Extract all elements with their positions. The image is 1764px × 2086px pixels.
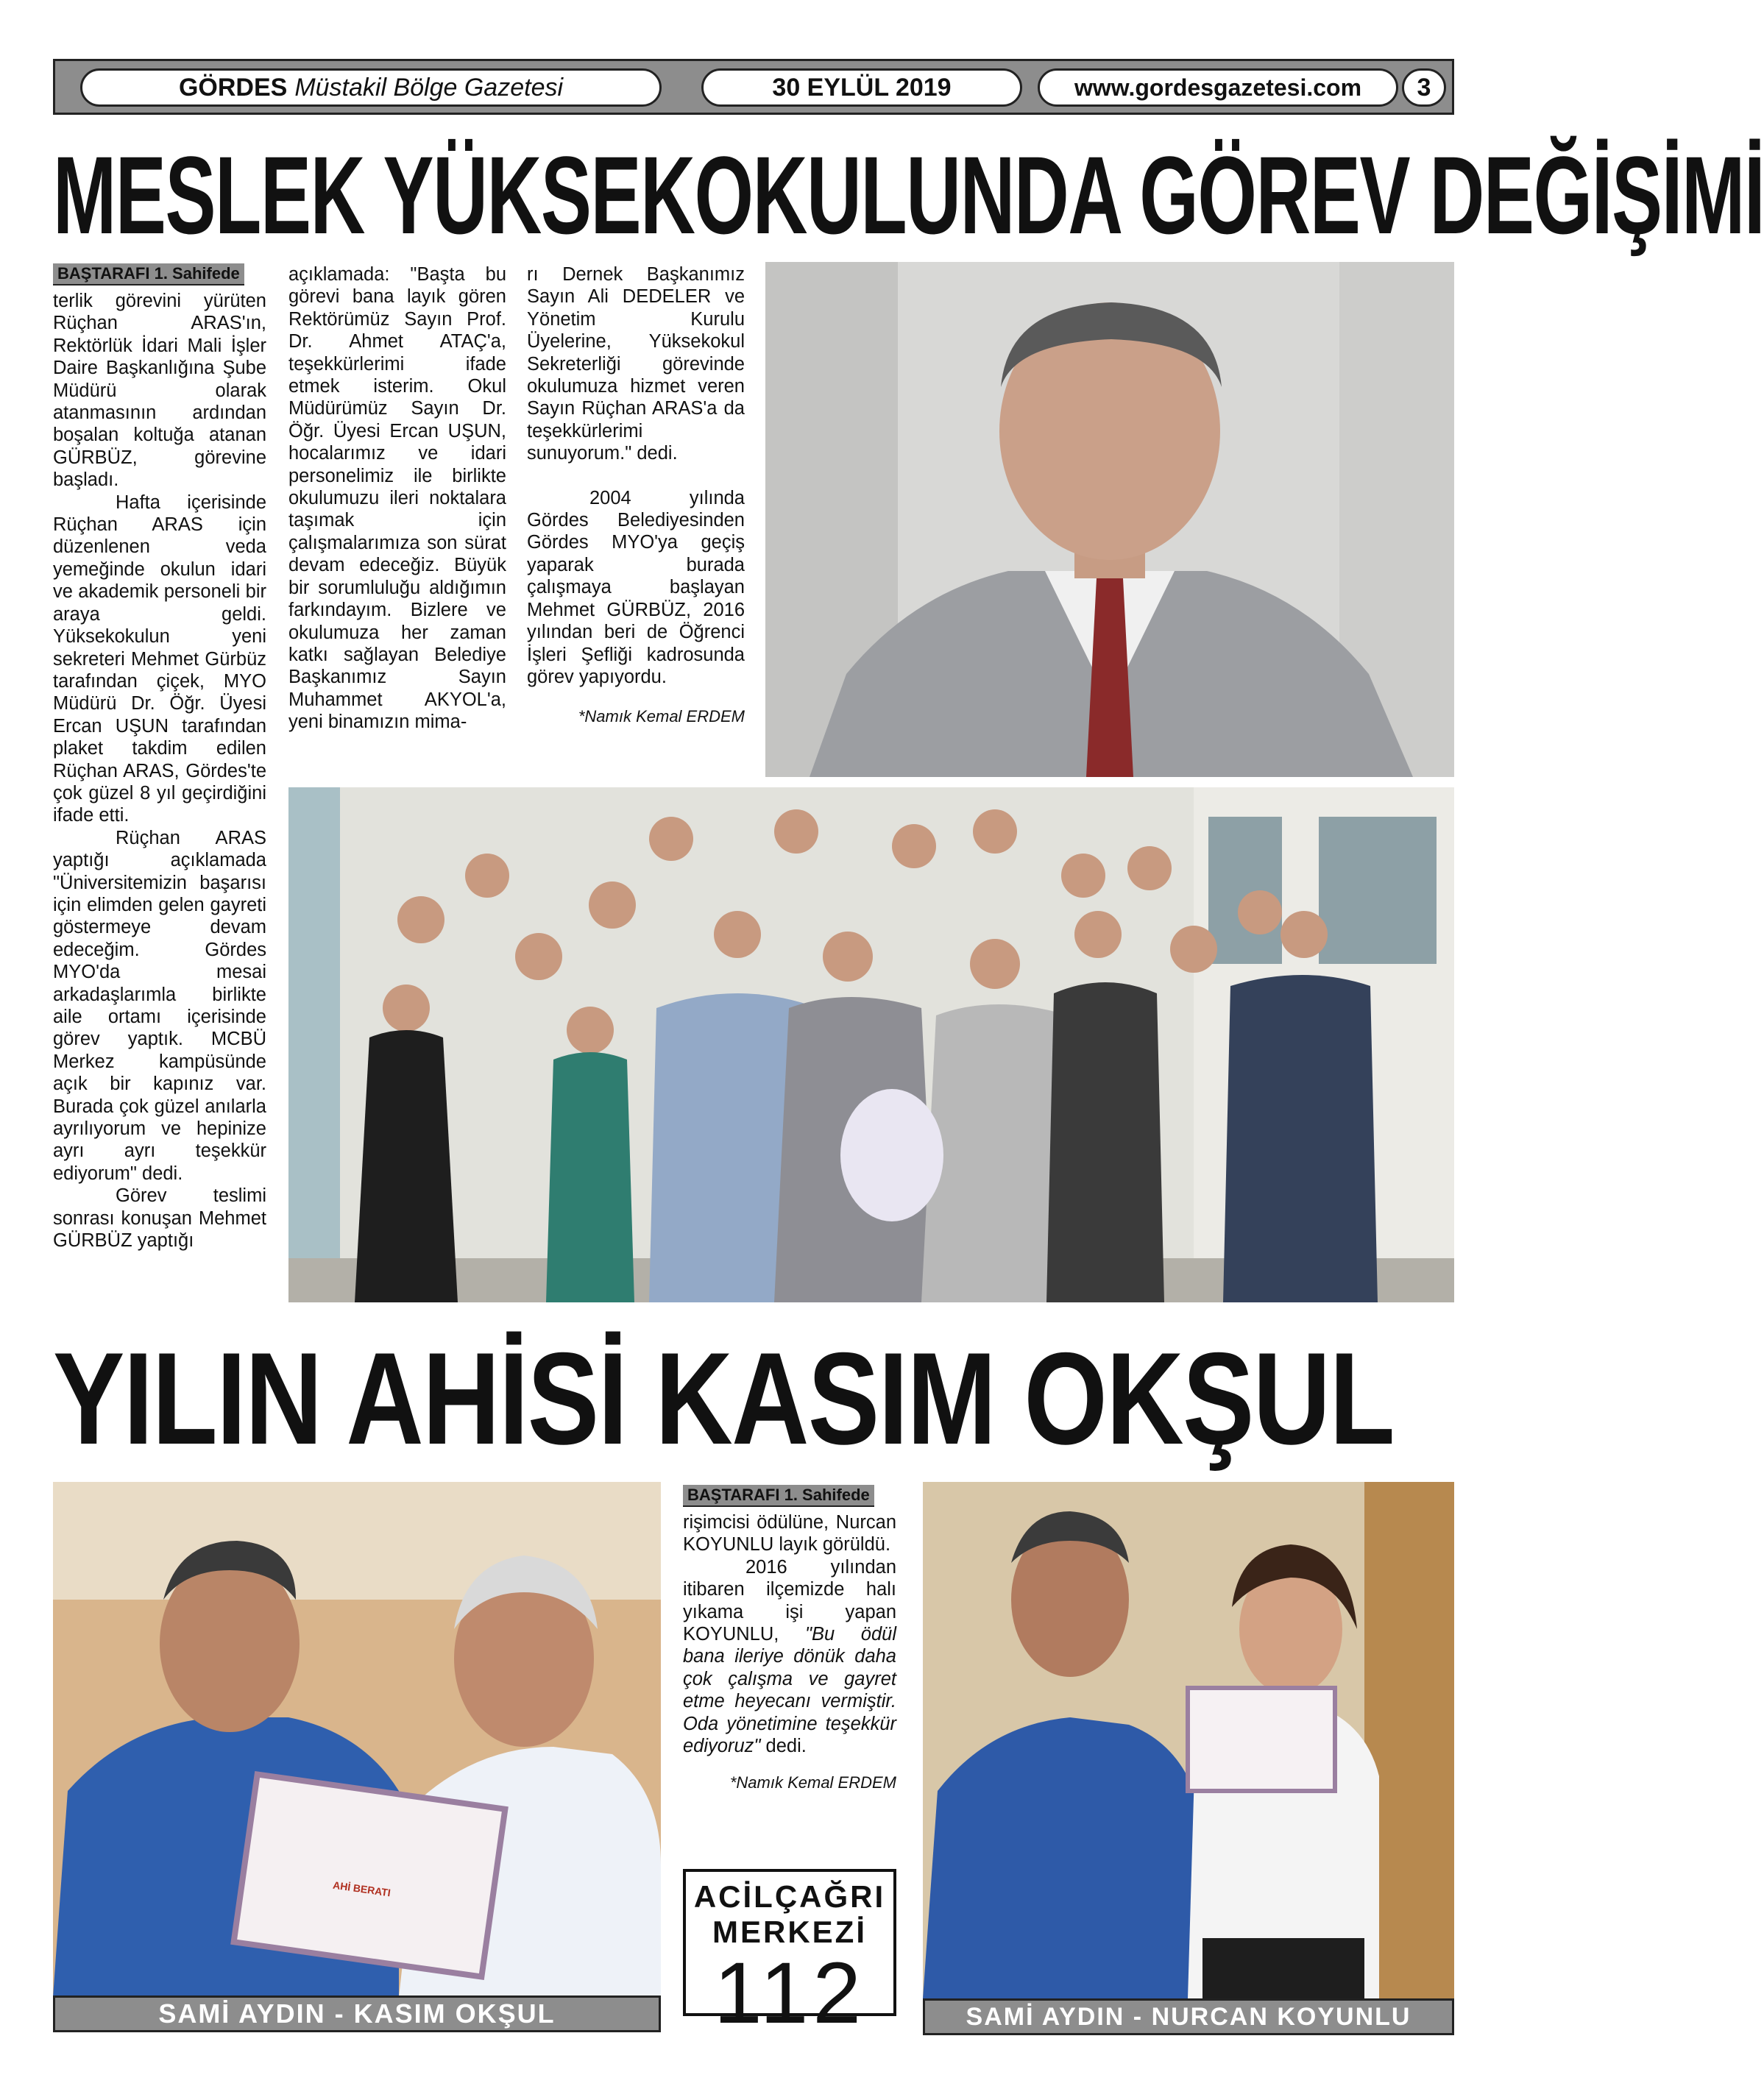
- emergency-line2: MERKEZİ: [712, 1915, 867, 1949]
- emergency-line1: ACİLÇAĞRI: [693, 1879, 886, 1914]
- article1-col3: [527, 263, 745, 728]
- article1-author: *Namık Kemal ERDEM: [578, 707, 745, 726]
- website: www.gordesgazetesi.com: [1038, 68, 1398, 107]
- caption-right: SAMİ AYDIN - NURCAN KOYUNLU: [923, 1998, 1454, 2035]
- emergency-call-box: [683, 1869, 896, 2042]
- article1-col3-p1: rı Dernek Başkanımız Sayın Ali DEDELER ve Yönetim Kurulu Üyelerine, Yüksekokul Sekreterliği görevinde okulumuza hizmet veren Sayın Rüçhan ARAS'a da teşekkürlerimi sunuyorum." dedi.: [527, 264, 745, 464]
- certificate-title: AHİ BERATI: [332, 1879, 392, 1899]
- article2-kicker: BAŞTARAFI 1. Sahifede: [683, 1485, 874, 1507]
- group-photo: [288, 787, 1454, 1302]
- award-photo-right-art: [923, 1482, 1454, 1998]
- paper-name-bold: GÖRDES: [178, 73, 288, 102]
- portrait-photo-art: [765, 262, 1454, 777]
- article1-col1-p1: terlik görevini yürüten Rüçhan ARAS'ın, Rektörlük İdari Mali İşler Daire Başkanlığına Şube Müdürü olarak atanmasının ardından boşalan koltuğa atanan GÜRBÜZ, görevine başladı.: [53, 291, 266, 491]
- portrait-photo: [765, 262, 1454, 777]
- article2-col: [683, 1483, 896, 1795]
- article2-quote: "Bu ödül bana ileriye dönük daha çok çalışma ve gayret etme heyecanı vermiştir. Oda yönetimine teşekkür ediyoruz": [683, 1624, 896, 1757]
- article2-headline: YILIN AHİSİ KASIM OKŞUL: [53, 1325, 1394, 1472]
- article1-col1-p3: Rüçhan ARAS yaptığı açıklamada "Üniversitemizin başarısı için elimden gelen gayreti göstermeye devam edeceğim. Gördes MYO'da mesai arkadaşlarımla birlikte aile ortamı içerisinde görev yaptık. MCBÜ Merkez kampüsünde açık bir kapınız var. Burada çok güzel anılarla ayrılıyorum ve hepinize ayrı ayrı teşekkür ediyorum" dedi.: [53, 827, 266, 1184]
- paper-name: [80, 68, 662, 107]
- paper-name-rest: Müstakil Bölge Gazetesi: [294, 73, 564, 102]
- article2-author: *Namık Kemal ERDEM: [729, 1773, 896, 1792]
- article1-col1-p2: Hafta içerisinde Rüçhan ARAS için düzenlenen veda yemeğinde okulun idari ve akademik personeli bir araya geldi. Yüksekokulun yeni sekreteri Mehmet Gürbüz tarafından çiçek, MYO Müdürü Dr. Öğr. Üyesi Ercan UŞUN tarafından plaket takdim edilen Rüçhan ARAS, Gördes'te çok güzel 8 yıl geçirdiğini ifade etti.: [53, 492, 266, 826]
- emergency-number: 112: [713, 1945, 866, 2042]
- article1-headline: MESLEK YÜKSEKOKULUNDA GÖREV DEĞİŞİMİ: [53, 133, 1764, 257]
- article2-p2-text: 2016 yılından itibaren ilçemizde halı yıkama işi yapan KOYUNLU,: [683, 1556, 896, 1645]
- article1-col3-p2: 2004 yılında Gördes Belediyesinden Gördes MYO'ya geçiş yaparak burada çalışmaya başlayan Mehmet GÜRBÜZ, 2016 yılından beri de Öğrenci İşleri Şefliği kadrosunda görev yapıyordu.: [527, 487, 745, 687]
- page-number: 3: [1402, 68, 1446, 107]
- article2-p2: [683, 1556, 896, 1758]
- award-photo-left: [53, 1482, 661, 1997]
- award-photo-right: [923, 1482, 1454, 1998]
- award-photo-left-art: [53, 1482, 661, 1997]
- article2-quote-tail: dedi.: [765, 1736, 807, 1757]
- caption-left: SAMİ AYDIN - KASIM OKŞUL: [53, 1995, 661, 2032]
- article2-p1: rişimcisi ödülüne, Nurcan KOYUNLU layık görüldü.: [683, 1512, 896, 1555]
- article1-col1-p4: Görev teslimi sonrası konuşan Mehmet GÜRBÜZ yaptığı: [53, 1185, 266, 1252]
- header-bar: [53, 59, 1454, 115]
- article1-col2-p1: açıklamada: "Başta bu görevi bana layık gören Rektörümüz Sayın Prof. Dr. Ahmet ATAÇ'a, teşekkürlerimi ifade etmek isterim. Okul Müdürümüz Sayın Dr. Öğr. Üyesi Ercan UŞUN, hocalarımız ve idari personelimiz ile birlikte okulumuzu ileri noktalara taşımak için çalışmalarımıza son sürat devam edeceğiz. Büyük bir sorumluluğu aldığımın farkındayım. Bizlere ve okulumuza her zaman katkı sağlayan Belediye Başkanımız Sayın Muhammet AKYOL'a, yeni binamızın mima-: [288, 264, 506, 733]
- article1-col2: [288, 263, 506, 734]
- article1-kicker: BAŞTARAFI 1. Sahifede: [53, 263, 244, 285]
- article1-col1: [53, 262, 266, 1252]
- issue-date: 30 EYLÜL 2019: [701, 68, 1022, 107]
- group-photo-art: [288, 787, 1454, 1302]
